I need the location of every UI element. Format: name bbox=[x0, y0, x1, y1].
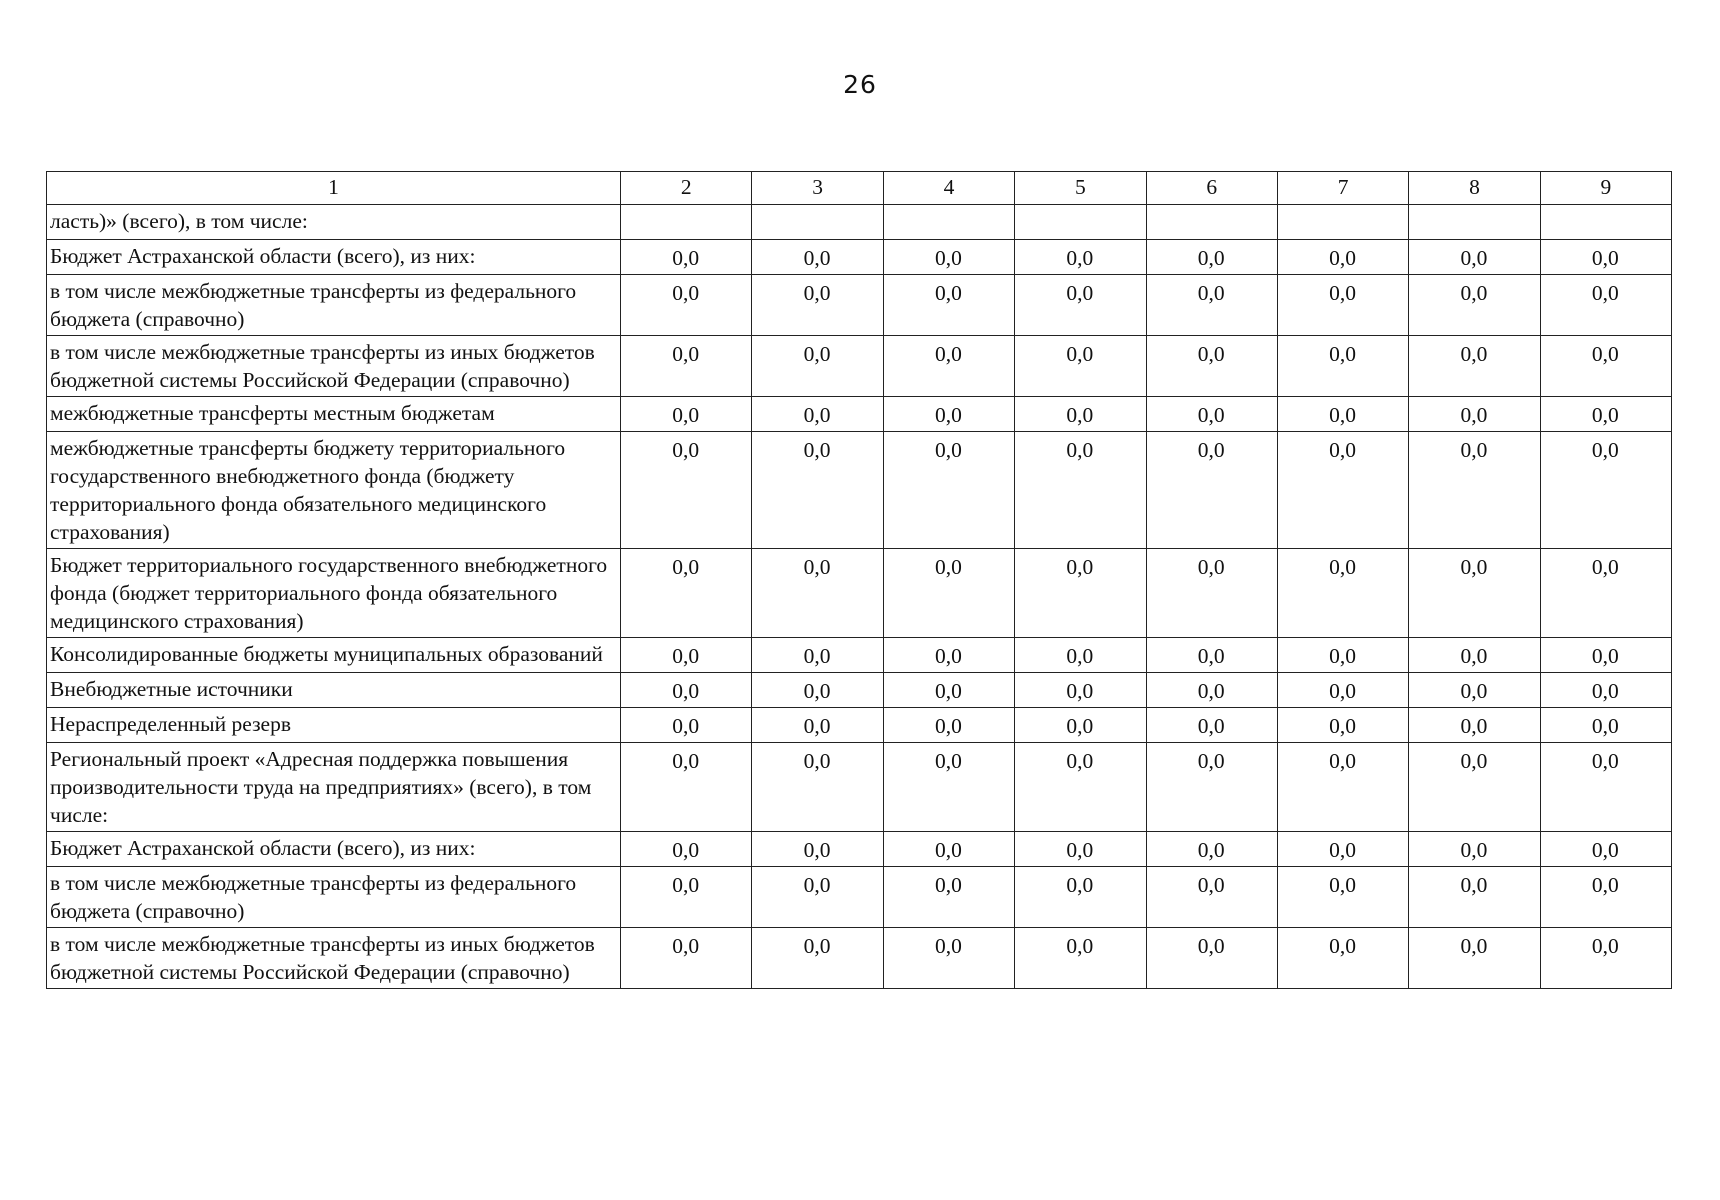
value-cell: 0,0 bbox=[1146, 673, 1277, 708]
table-row bbox=[47, 638, 1672, 673]
value-cell: 0,0 bbox=[1146, 638, 1277, 673]
table-row bbox=[47, 867, 1672, 928]
value-cell: 0,0 bbox=[883, 432, 1014, 549]
value-cell: 0,0 bbox=[1015, 743, 1146, 832]
value-cell: 0,0 bbox=[883, 336, 1014, 397]
header-cell: 1 bbox=[47, 172, 621, 205]
value-cell: 0,0 bbox=[1540, 832, 1671, 867]
table-row bbox=[47, 673, 1672, 708]
table-row bbox=[47, 336, 1672, 397]
value-cell: 0,0 bbox=[1409, 673, 1540, 708]
value-cell: 0,0 bbox=[1146, 832, 1277, 867]
value-cell: 0,0 bbox=[883, 708, 1014, 743]
value-cell: 0,0 bbox=[1015, 549, 1146, 638]
value-cell: 0,0 bbox=[752, 928, 883, 989]
value-cell: 0,0 bbox=[883, 549, 1014, 638]
value-cell: 0,0 bbox=[621, 832, 752, 867]
value-cell: 0,0 bbox=[621, 549, 752, 638]
value-cell: 0,0 bbox=[1277, 928, 1408, 989]
value-cell: 0,0 bbox=[621, 708, 752, 743]
value-cell: 0,0 bbox=[1540, 673, 1671, 708]
table-row bbox=[47, 432, 1672, 549]
value-cell bbox=[1540, 205, 1671, 240]
value-cell: 0,0 bbox=[883, 867, 1014, 928]
value-cell: 0,0 bbox=[752, 708, 883, 743]
value-cell: 0,0 bbox=[1015, 275, 1146, 336]
value-cell: 0,0 bbox=[1277, 832, 1408, 867]
value-cell: 0,0 bbox=[1277, 549, 1408, 638]
row-label: Бюджет территориального государственного внебюджетного фонда (бюджет территориального фонда обязательного медицинского страхования) bbox=[47, 549, 621, 638]
value-cell: 0,0 bbox=[1540, 240, 1671, 275]
page-number: 26 bbox=[843, 70, 877, 99]
table-row bbox=[47, 240, 1672, 275]
header-cell: 3 bbox=[752, 172, 883, 205]
header-cell: 2 bbox=[621, 172, 752, 205]
value-cell: 0,0 bbox=[1277, 867, 1408, 928]
value-cell: 0,0 bbox=[1540, 432, 1671, 549]
value-cell: 0,0 bbox=[752, 432, 883, 549]
row-label: Бюджет Астраханской области (всего), из них: bbox=[47, 832, 621, 867]
value-cell: 0,0 bbox=[1409, 397, 1540, 432]
header-cell: 5 bbox=[1015, 172, 1146, 205]
value-cell: 0,0 bbox=[1015, 638, 1146, 673]
value-cell: 0,0 bbox=[752, 275, 883, 336]
value-cell: 0,0 bbox=[752, 867, 883, 928]
value-cell: 0,0 bbox=[1146, 708, 1277, 743]
value-cell: 0,0 bbox=[1277, 708, 1408, 743]
value-cell: 0,0 bbox=[752, 240, 883, 275]
value-cell: 0,0 bbox=[1146, 928, 1277, 989]
value-cell bbox=[1409, 205, 1540, 240]
value-cell: 0,0 bbox=[883, 240, 1014, 275]
value-cell: 0,0 bbox=[1409, 867, 1540, 928]
value-cell: 0,0 bbox=[621, 336, 752, 397]
value-cell bbox=[1277, 205, 1408, 240]
table-row bbox=[47, 549, 1672, 638]
value-cell: 0,0 bbox=[1540, 397, 1671, 432]
row-label: Нераспределенный резерв bbox=[47, 708, 621, 743]
value-cell: 0,0 bbox=[1540, 708, 1671, 743]
table-row bbox=[47, 205, 1672, 240]
value-cell: 0,0 bbox=[1277, 432, 1408, 549]
table-row bbox=[47, 743, 1672, 832]
value-cell: 0,0 bbox=[1146, 432, 1277, 549]
value-cell: 0,0 bbox=[1146, 336, 1277, 397]
value-cell: 0,0 bbox=[1146, 549, 1277, 638]
value-cell: 0,0 bbox=[621, 867, 752, 928]
value-cell: 0,0 bbox=[883, 928, 1014, 989]
value-cell: 0,0 bbox=[752, 336, 883, 397]
header-cell: 7 bbox=[1277, 172, 1408, 205]
row-label: Консолидированные бюджеты муниципальных образований bbox=[47, 638, 621, 673]
value-cell: 0,0 bbox=[1015, 928, 1146, 989]
value-cell: 0,0 bbox=[1277, 743, 1408, 832]
value-cell bbox=[1015, 205, 1146, 240]
value-cell bbox=[883, 205, 1014, 240]
row-label: в том числе межбюджетные трансферты из федерального бюджета (справочно) bbox=[47, 275, 621, 336]
table-row bbox=[47, 397, 1672, 432]
row-label: Внебюджетные источники bbox=[47, 673, 621, 708]
value-cell: 0,0 bbox=[621, 638, 752, 673]
value-cell: 0,0 bbox=[1146, 397, 1277, 432]
value-cell: 0,0 bbox=[621, 928, 752, 989]
value-cell: 0,0 bbox=[752, 832, 883, 867]
value-cell: 0,0 bbox=[1015, 432, 1146, 549]
table-header-row bbox=[47, 172, 1672, 205]
row-label: межбюджетные трансферты бюджету территориального государственного внебюджетного фонда (бюджету территориального фонда обязательного медицинского страхования) bbox=[47, 432, 621, 549]
row-label: в том числе межбюджетные трансферты из федерального бюджета (справочно) bbox=[47, 867, 621, 928]
row-label: Региональный проект «Адресная поддержка повышения производительности труда на предприятиях» (всего), в том числе: bbox=[47, 743, 621, 832]
value-cell: 0,0 bbox=[1277, 397, 1408, 432]
value-cell: 0,0 bbox=[1409, 638, 1540, 673]
value-cell: 0,0 bbox=[1015, 240, 1146, 275]
header-cell: 9 bbox=[1540, 172, 1671, 205]
value-cell: 0,0 bbox=[1277, 275, 1408, 336]
row-label: ласть)» (всего), в том числе: bbox=[47, 205, 621, 240]
value-cell: 0,0 bbox=[1540, 549, 1671, 638]
value-cell: 0,0 bbox=[1015, 336, 1146, 397]
table-row bbox=[47, 832, 1672, 867]
value-cell: 0,0 bbox=[1540, 638, 1671, 673]
value-cell: 0,0 bbox=[1277, 240, 1408, 275]
value-cell bbox=[621, 205, 752, 240]
value-cell: 0,0 bbox=[1540, 743, 1671, 832]
value-cell bbox=[1146, 205, 1277, 240]
value-cell: 0,0 bbox=[1015, 397, 1146, 432]
value-cell: 0,0 bbox=[1540, 928, 1671, 989]
value-cell: 0,0 bbox=[883, 673, 1014, 708]
value-cell: 0,0 bbox=[1409, 549, 1540, 638]
value-cell: 0,0 bbox=[752, 743, 883, 832]
value-cell: 0,0 bbox=[1409, 708, 1540, 743]
value-cell: 0,0 bbox=[621, 743, 752, 832]
value-cell: 0,0 bbox=[1015, 832, 1146, 867]
value-cell: 0,0 bbox=[752, 397, 883, 432]
row-label: Бюджет Астраханской области (всего), из них: bbox=[47, 240, 621, 275]
table-body bbox=[47, 172, 1672, 989]
value-cell: 0,0 bbox=[883, 397, 1014, 432]
value-cell: 0,0 bbox=[1540, 275, 1671, 336]
header-cell: 4 bbox=[883, 172, 1014, 205]
table-row bbox=[47, 275, 1672, 336]
budget-table bbox=[46, 171, 1672, 989]
row-label: в том числе межбюджетные трансферты из иных бюджетов бюджетной системы Российской Федерации (справочно) bbox=[47, 336, 621, 397]
value-cell: 0,0 bbox=[1277, 673, 1408, 708]
header-cell: 6 bbox=[1146, 172, 1277, 205]
value-cell: 0,0 bbox=[1277, 638, 1408, 673]
value-cell: 0,0 bbox=[752, 673, 883, 708]
header-cell: 8 bbox=[1409, 172, 1540, 205]
value-cell: 0,0 bbox=[621, 673, 752, 708]
value-cell: 0,0 bbox=[1540, 867, 1671, 928]
value-cell: 0,0 bbox=[752, 638, 883, 673]
row-label: в том числе межбюджетные трансферты из иных бюджетов бюджетной системы Российской Федерации (справочно) bbox=[47, 928, 621, 989]
value-cell: 0,0 bbox=[1146, 275, 1277, 336]
row-label: межбюджетные трансферты местным бюджетам bbox=[47, 397, 621, 432]
table-row bbox=[47, 708, 1672, 743]
value-cell: 0,0 bbox=[1277, 336, 1408, 397]
value-cell: 0,0 bbox=[1409, 928, 1540, 989]
value-cell: 0,0 bbox=[883, 832, 1014, 867]
value-cell: 0,0 bbox=[1146, 743, 1277, 832]
value-cell: 0,0 bbox=[1015, 708, 1146, 743]
value-cell: 0,0 bbox=[1409, 240, 1540, 275]
value-cell: 0,0 bbox=[883, 275, 1014, 336]
value-cell bbox=[752, 205, 883, 240]
value-cell: 0,0 bbox=[1409, 832, 1540, 867]
value-cell: 0,0 bbox=[1409, 275, 1540, 336]
table-row bbox=[47, 928, 1672, 989]
value-cell: 0,0 bbox=[621, 397, 752, 432]
value-cell: 0,0 bbox=[752, 549, 883, 638]
value-cell: 0,0 bbox=[1015, 673, 1146, 708]
value-cell: 0,0 bbox=[621, 432, 752, 549]
value-cell: 0,0 bbox=[1146, 867, 1277, 928]
value-cell: 0,0 bbox=[1146, 240, 1277, 275]
value-cell: 0,0 bbox=[1409, 336, 1540, 397]
value-cell: 0,0 bbox=[1409, 743, 1540, 832]
value-cell: 0,0 bbox=[621, 275, 752, 336]
value-cell: 0,0 bbox=[1540, 336, 1671, 397]
value-cell: 0,0 bbox=[621, 240, 752, 275]
value-cell: 0,0 bbox=[883, 638, 1014, 673]
value-cell: 0,0 bbox=[883, 743, 1014, 832]
value-cell: 0,0 bbox=[1015, 867, 1146, 928]
value-cell: 0,0 bbox=[1409, 432, 1540, 549]
